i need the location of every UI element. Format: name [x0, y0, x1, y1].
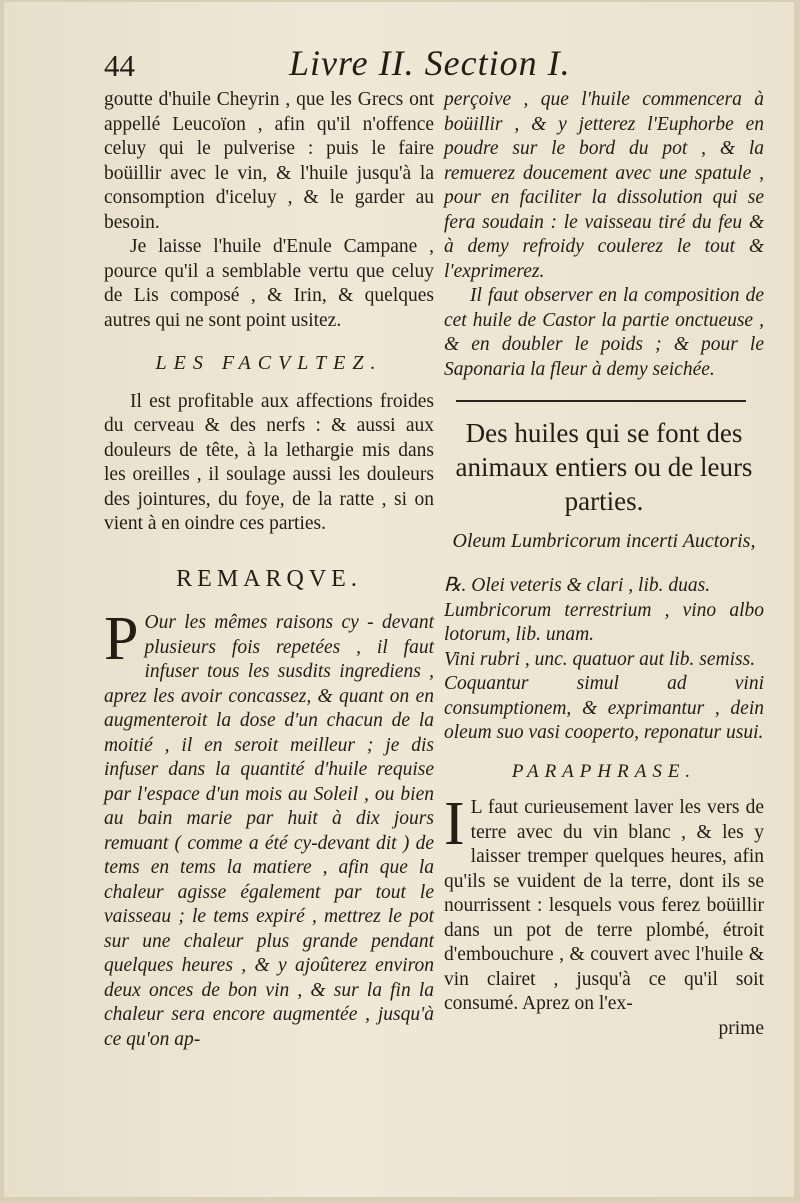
recipe-line: Lumbricorum terrestrium , vino albo lotorum, lib. unam.: [444, 599, 764, 645]
latin-recipe-title: Oleum Lumbricorum incerti Auctoris,: [452, 530, 756, 552]
right-column: [444, 88, 764, 1041]
recipe-line: Vini rubri , unc. quatuor aut lib. semiss.: [444, 648, 756, 670]
remarque-drop-cap: P: [104, 605, 139, 673]
facultez-heading: LES FACVLTEZ.: [155, 352, 383, 374]
paraphrase-heading: PARAPHRASE.: [511, 760, 697, 782]
left-paragraph-2: Je laisse l'huile d'Enule Campane , pource qu'il a semblable vertu que celuy de Lis composé , & Irin, & quelques autres qui ne sont point usitez.: [104, 236, 434, 331]
book-page: [4, 2, 794, 1197]
page-header: [104, 42, 744, 90]
section-divider: [456, 400, 746, 402]
remarque-heading: REMARQVE.: [176, 565, 362, 592]
left-paragraph-1: goutte d'huile Cheyrin , que les Grecs ont appellé Leucoïon , afin qu'il n'offence celuy qui le pulverise : puis le faire boüillir avec le vin, & l'huile jusqu'à la consomption d'iceluy , & le garder au besoin.: [104, 89, 434, 233]
left-column: [104, 88, 434, 1052]
paraphrase-paragraph: [444, 790, 764, 1017]
remarque-paragraph: [104, 605, 434, 1052]
page-number: 44: [104, 48, 135, 83]
section-title: Des huiles qui se font des animaux entiers ou de leurs parties.: [455, 418, 753, 516]
recipe-list: [444, 574, 764, 746]
left-paragraph-3: Il est profitable aux affections froides du cerveau & des nerfs : & aussi aux douleurs de tête, à la lethargie mis dans les oreilles , il soulage aussi les douleurs des jointures, du foye, de la ratte , si on vient à en oindre ces parties.: [104, 390, 434, 534]
recipe-line: Coquantur simul ad vini consumptionem, & exprimantur , dein oleum suo vasi cooperto, reponatur usui.: [444, 673, 764, 743]
right-paragraph-1: perçoive , que l'huile commencera à boüillir , & y jetterez l'Euphorbe en poudre sur le bord du pot , & la remuerez doucement avec une spatule , pour en faciliter la dissolution qui se fera soudain : le vaisseau tiré du feu & à demy refroidy coulerez le tout & l'exprimerez.: [444, 89, 764, 282]
paraphrase-text: L faut curieusement laver les vers de terre avec du vin blanc , & les y laisser tremper quelques heures, afin qu'ils se vuident de la terre, dont ils se nourrissent : lesquels vous ferez boüillir dans un pot de terre plombé, étroit d'embouchure , & couvert avec l'huile & vin clairet , jusqu'à ce qu'il soit consumé. Aprez on l'ex-: [444, 797, 764, 1014]
recipe-line: ℞. Olei veteris & clari , lib. duas.: [444, 575, 711, 596]
paraphrase-drop-cap: I: [444, 790, 465, 858]
remarque-text: Our les mêmes raisons cy - devant plusieurs fois repetées , il faut infuser tous les susdits ingrediens , aprez les avoir concassez, & quant on en augmenteroit la dose d'un chacun de la moitié , il en seroit meilleur ; je dis infuser dans la quantité d'huile requise par l'espace d'un mois au Soleil , ou bien au bain marie par huit à dix jours remuant ( comme a été cy-devant dit ) de tems en tems la matiere , afin que la chaleur agisse également par tout le vaisseau ; le tems expiré , mettrez le pot sur une chaleur plus grande pendant quelques heures , & y ajoûterez environ deux onces de bon vin , & sur la fin la chaleur sera encore augmentée , jusqu'à ce qu'on ap-: [104, 612, 434, 1050]
running-title: Livre II. Section I.: [289, 43, 571, 83]
right-paragraph-2: Il faut observer en la composition de cet huile de Castor la partie onctueuse , & en doubler le poids ; & pour le Saponaria la fleur à demy seichée.: [444, 285, 764, 380]
catchword: prime: [718, 1017, 764, 1039]
